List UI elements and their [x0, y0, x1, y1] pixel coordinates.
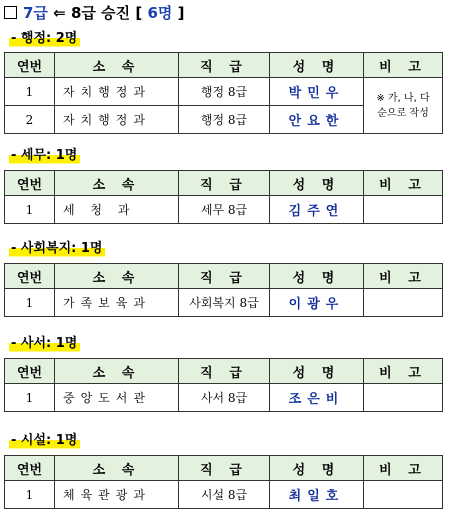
page-title: [4, 2, 184, 24]
header-dept: 소 속: [55, 264, 179, 289]
section-label-welfare: - 사회복지: 1명: [9, 240, 105, 258]
cell-name: 조은비: [270, 384, 364, 412]
cell-rank: 시설 8급: [179, 481, 270, 509]
title-grade: 7급: [23, 4, 48, 22]
table-row: [5, 289, 443, 317]
title-target: 8급 승진: [70, 4, 131, 22]
header-note: 비 고: [364, 53, 443, 78]
table-header-row: [5, 53, 443, 78]
header-no: 연번: [5, 171, 55, 196]
section-label-admin: - 행정: 2명: [9, 30, 80, 48]
table-header-row: [5, 264, 443, 289]
section-label-librarian: - 사서: 1명: [9, 335, 80, 353]
header-rank: 직 급: [179, 359, 270, 384]
table-header-row: [5, 171, 443, 196]
cell-rank: 사서 8급: [179, 384, 270, 412]
cell-note: [364, 481, 443, 509]
header-name: 성 명: [270, 53, 364, 78]
cell-dept: 세 청 과: [55, 196, 179, 224]
header-no: 연번: [5, 264, 55, 289]
cell-name: 이광우: [270, 289, 364, 317]
cell-no: 2: [5, 106, 55, 134]
cell-dept: 체육관광과: [55, 481, 179, 509]
header-rank: 직 급: [179, 456, 270, 481]
header-dept: 소 속: [55, 359, 179, 384]
cell-dept: 자치행정과: [55, 106, 179, 134]
header-dept: 소 속: [55, 456, 179, 481]
header-name: 성 명: [270, 456, 364, 481]
table-header-row: [5, 456, 443, 481]
table-row: [5, 481, 443, 509]
title-arrow: ⇐: [53, 4, 66, 22]
cell-no: 1: [5, 78, 55, 106]
table-header-row: [5, 359, 443, 384]
cell-rank: 세무 8급: [179, 196, 270, 224]
cell-rank: 사회복지 8급: [179, 289, 270, 317]
table-librarian: [4, 358, 443, 412]
section-label-tax: - 세무: 1명: [9, 147, 80, 165]
cell-rank: 행정 8급: [179, 78, 270, 106]
note-line-1: ※ 가, 나, 다: [376, 92, 430, 104]
cell-dept: 중앙도서관: [55, 384, 179, 412]
header-no: 연번: [5, 53, 55, 78]
title-bracket-close: ]: [177, 4, 185, 22]
header-no: 연번: [5, 359, 55, 384]
table-welfare: [4, 263, 443, 317]
header-rank: 직 급: [179, 264, 270, 289]
cell-name: 김주연: [270, 196, 364, 224]
header-no: 연번: [5, 456, 55, 481]
header-note: 비 고: [364, 171, 443, 196]
cell-note: [364, 289, 443, 317]
header-name: 성 명: [270, 171, 364, 196]
header-dept: 소 속: [55, 171, 179, 196]
cell-no: 1: [5, 289, 55, 317]
checkbox-square-icon: [4, 6, 17, 19]
table-tax: [4, 170, 443, 224]
table-admin: [4, 52, 443, 134]
table-facility: [4, 455, 443, 509]
section-label-facility: - 시설: 1명: [9, 432, 80, 450]
header-note: 비 고: [364, 456, 443, 481]
cell-dept: 가족보육과: [55, 289, 179, 317]
cell-no: 1: [5, 196, 55, 224]
cell-note: [364, 384, 443, 412]
cell-no: 1: [5, 384, 55, 412]
cell-no: 1: [5, 481, 55, 509]
header-rank: 직 급: [179, 171, 270, 196]
header-note: 비 고: [364, 359, 443, 384]
table-row: [5, 78, 443, 106]
cell-name: 안요한: [270, 106, 364, 134]
title-count: 6명: [147, 4, 173, 22]
header-name: 성 명: [270, 264, 364, 289]
cell-note: [364, 78, 443, 134]
header-dept: 소 속: [55, 53, 179, 78]
title-bracket-open: [: [135, 4, 143, 22]
header-rank: 직 급: [179, 53, 270, 78]
table-row: [5, 196, 443, 224]
cell-rank: 행정 8급: [179, 106, 270, 134]
cell-name: 박민우: [270, 78, 364, 106]
note-line-2: 순으로 작성: [377, 107, 429, 119]
cell-name: 최일호: [270, 481, 364, 509]
cell-note: [364, 196, 443, 224]
cell-dept: 자치행정과: [55, 78, 179, 106]
header-note: 비 고: [364, 264, 443, 289]
table-row: [5, 384, 443, 412]
header-name: 성 명: [270, 359, 364, 384]
